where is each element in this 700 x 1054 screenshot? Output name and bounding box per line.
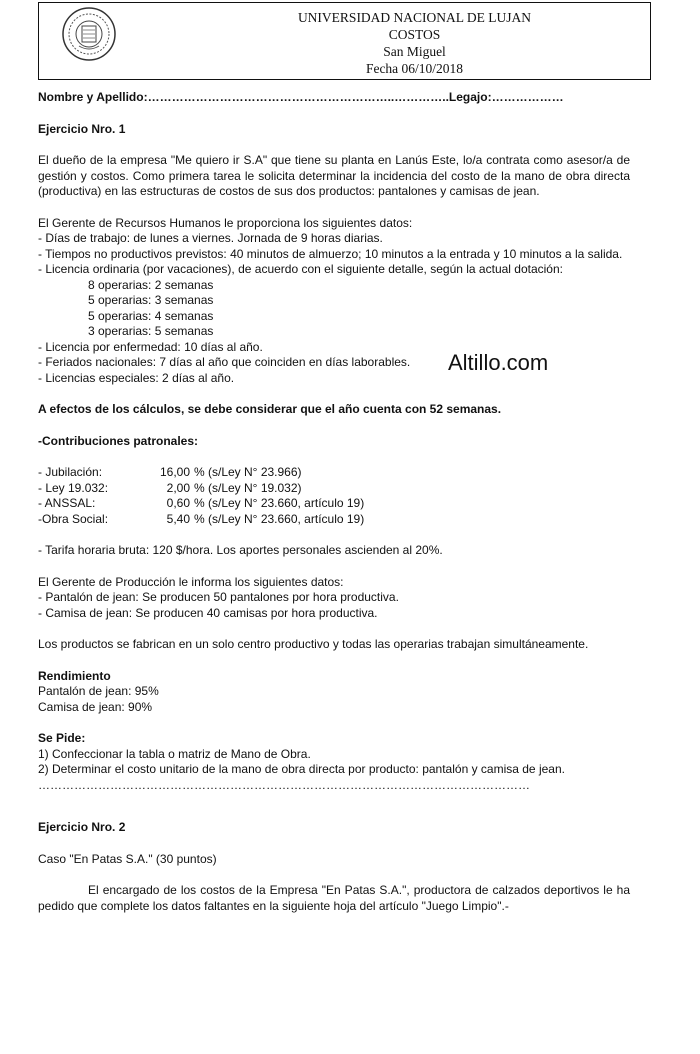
- contribution-pct: 5,40: [166, 511, 190, 526]
- contribution-law: % (s/Ley N° 19.032): [194, 480, 302, 495]
- tariff-line: - Tarifa horaria bruta: 120 $/hora. Los aportes personales ascienden al 20%.: [38, 543, 443, 557]
- header-line: Fecha 06/10/2018: [365, 61, 464, 76]
- vacation-item: 5 operarias: 3 semanas: [88, 293, 214, 307]
- vacation-item: 3 operarias: 5 semanas: [88, 324, 214, 338]
- vacation-item: 5 operarias: 4 semanas: [88, 308, 214, 323]
- production-intro: El Gerente de Producción le informa los siguientes datos:: [38, 574, 344, 589]
- header-line: San Miguel: [383, 44, 446, 59]
- watermark-text: Altillo.com: [448, 350, 549, 375]
- header-title-block: [189, 9, 640, 77]
- header-line: COSTOS: [388, 27, 441, 42]
- contribution-law: % (s/Ley N° 23.660, artículo 19): [194, 511, 365, 526]
- exercise-1-intro: El dueño de la empresa "Me quiero ir S.A" que tiene su planta en Lanús Este, lo/a contrata como asesor/a de gestión y costos. Como primera tarea le solicita determinar la incidencia del costo de la mano de obra directa (productiva) en las estructuras de costos de sus dos productos: pantalones y camisas de jean.: [38, 153, 630, 198]
- ask-item: 1) Confeccionar la tabla o matriz de Mano de Obra.: [38, 746, 311, 761]
- hr-item: - Licencia ordinaria (por vacaciones), de acuerdo con el siguiente detalle, según la actual dotación:: [38, 262, 563, 276]
- yield-item: Camisa de jean: 90%: [38, 699, 153, 714]
- ask-item: 2) Determinar el costo unitario de la mano de obra directa por producto: pantalón y camisa de jean.: [38, 762, 565, 776]
- vacation-item: 8 operarias: 2 semanas: [88, 277, 214, 292]
- exercise-1-title: Ejercicio Nro. 1: [38, 121, 126, 136]
- contribution-pct: 2,00: [166, 480, 190, 495]
- exercise-2-title: Ejercicio Nro. 2: [38, 820, 126, 834]
- contribution-law: % (s/Ley N° 23.966): [194, 465, 302, 479]
- yield-item: Pantalón de jean: 95%: [38, 684, 159, 698]
- document-body: [38, 90, 630, 914]
- contribution-name: - Jubilación:: [38, 465, 103, 479]
- university-seal-icon: [61, 6, 117, 62]
- contribution-row: [38, 465, 630, 481]
- separator-dots: ……………………………………………………………………………………………………………: [38, 777, 530, 792]
- contribution-pct: 16,00: [159, 465, 190, 479]
- exercise-2-text: El encargado de los costos de la Empresa "En Patas S.A.", productora de calzados deportivos le ha pedido que complete los datos faltantes en la siguiente hoja del artículo "Juego Limpio".-: [38, 883, 630, 913]
- name-line: Nombre y Apellido:……………………………………………………..…………..Legajo:………………: [38, 90, 564, 104]
- leave-item: - Licencias especiales: 2 días al año.: [38, 370, 235, 385]
- contribution-row: [38, 481, 630, 497]
- hr-item: - Tiempos no productivos previstos: 40 minutos de almuerzo; 10 minutos a la entrada y 10 minutos a la salida.: [38, 246, 623, 261]
- header-line: UNIVERSIDAD NACIONAL DE LUJAN: [297, 10, 532, 25]
- ask-title: Se Pide:: [38, 731, 86, 745]
- leave-item: - Feriados nacionales: 7 días al año que coinciden en días laborables.: [38, 355, 411, 369]
- production-item: - Pantalón de jean: Se producen 50 pantalones por hora productiva.: [38, 590, 399, 604]
- header-box: [38, 2, 651, 80]
- contribution-row: [38, 496, 630, 512]
- contributions-title: -Contribuciones patronales:: [38, 433, 199, 448]
- exercise-2-case: Caso "En Patas S.A." (30 puntos): [38, 851, 217, 866]
- production-item: - Camisa de jean: Se producen 40 camisas por hora productiva.: [38, 605, 378, 620]
- contribution-name: -Obra Social:: [38, 511, 109, 526]
- contribution-name: - ANSSAL:: [38, 496, 96, 510]
- year-note: A efectos de los cálculos, se debe considerar que el año cuenta con 52 semanas.: [38, 402, 502, 416]
- contribution-name: - Ley 19.032:: [38, 480, 109, 495]
- leave-item: - Licencia por enfermedad: 10 días al año.: [38, 339, 263, 354]
- contribution-row: [38, 512, 630, 528]
- yield-title: Rendimiento: [38, 668, 111, 683]
- contribution-law: % (s/Ley N° 23.660, artículo 19): [194, 496, 365, 510]
- contribution-pct: 0,60: [166, 496, 190, 510]
- products-note: Los productos se fabrican en un solo centro productivo y todas las operarias trabajan simultáneamente.: [38, 637, 589, 651]
- hr-intro: El Gerente de Recursos Humanos le proporciona los siguientes datos:: [38, 215, 413, 230]
- hr-item: - Días de trabajo: de lunes a viernes. Jornada de 9 horas diarias.: [38, 231, 383, 245]
